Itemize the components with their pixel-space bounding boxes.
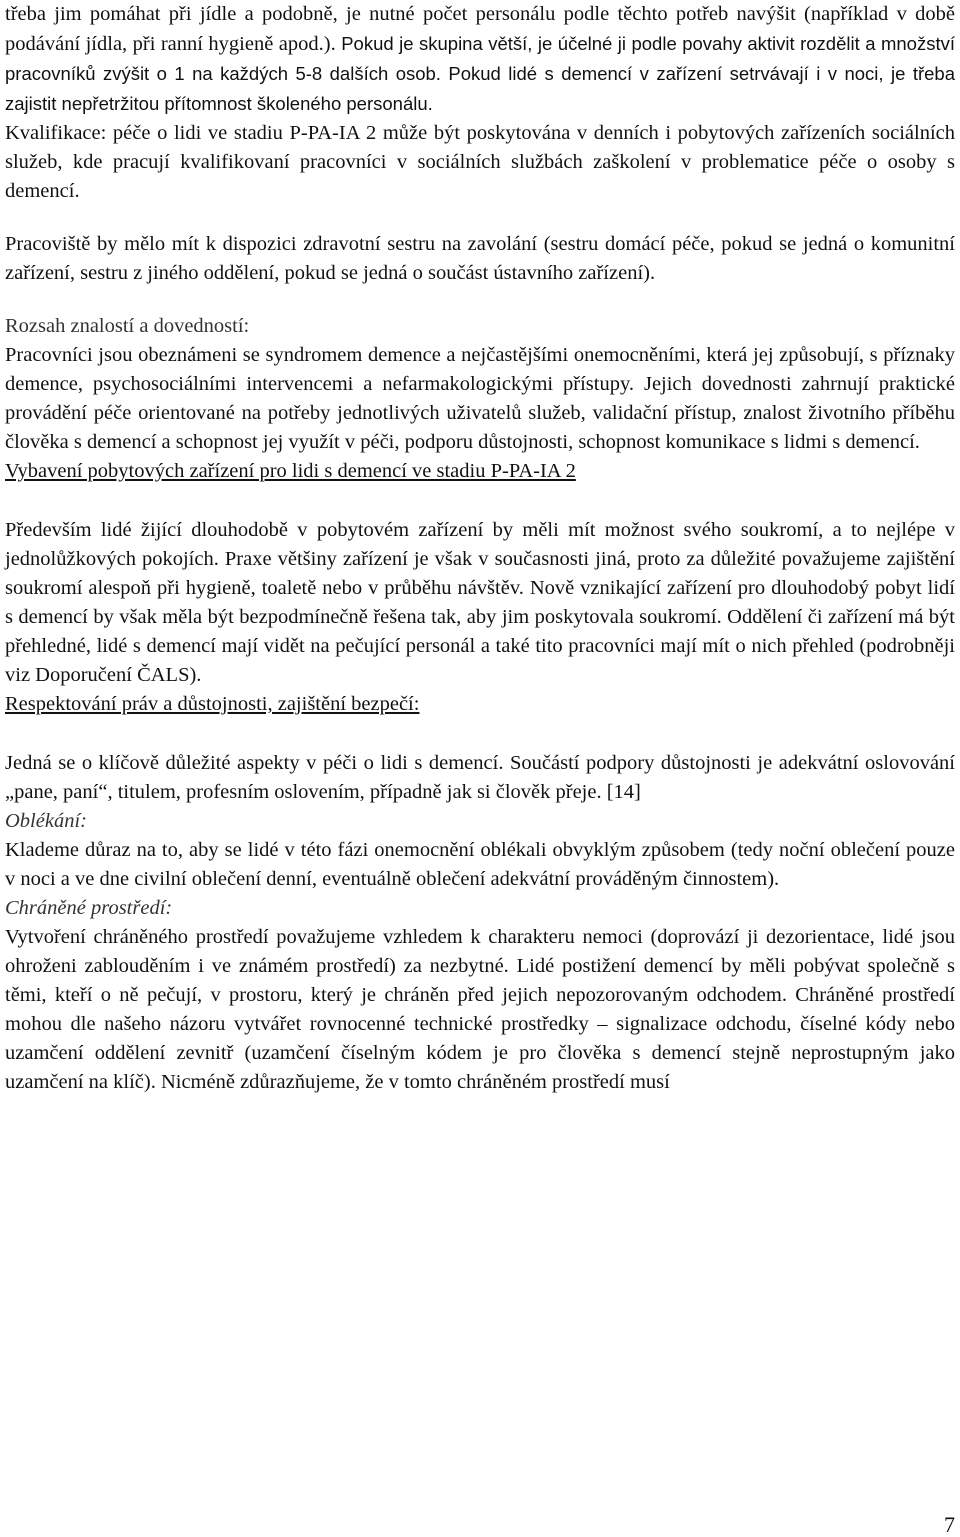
document-page: [5, 0, 955, 1537]
paragraph-staffing-serif: třeba jim pomáhat při jídle a podobně, je nutné počet personálu podle těchto potřeb navýšit (například v době podávání jídla, při ranní hygieně apod.).: [5, 3, 955, 55]
paragraph-knowledge: Pracovníci jsou obeznámeni se syndromem demence a nejčastějšími onemocněními, která jej způsobují, s příznaky demence, psychosociálními intervencemi a nefarmakologickými přístupy. Jejich dovednosti zahrnují praktické provádění péče orientované na potřeby jednotlivých uživatelů služeb, validační přístup, znalost životního příběhu člověka s demencí a schopnost jej využít v péči, podporu důstojnosti, schopnost komunikace s lidmi s demencí.: [5, 344, 955, 453]
paragraph-staffing: [5, 0, 955, 119]
paragraph-staffing-sans: Pokud je skupina větší, je účelné ji podle povahy aktivit rozdělit a množství pracovníků zvýšit o 1 na každých 5-8 dalších osob. Pokud lidé s demencí v zařízení setrvávají i v noci, je třeba zajistit nepřetržitou přítomnost školeného personálu.: [5, 33, 955, 114]
section-heading-rights: Respektování práv a důstojnosti, zajištění bezpečí:: [5, 693, 420, 715]
paragraph-dressing: Klademe důraz na to, aby se lidé v této fázi onemocnění oblékali obvyklým způsobem (tedy noční oblečení pouze v noci a ve dne civilní oblečení denní, eventuálně oblečení adekvátní prováděným činnostem).: [5, 839, 955, 890]
subheading-dressing: Oblékání:: [5, 810, 87, 832]
paragraph-nurse: Pracoviště by mělo mít k dispozici zdravotní sestru na zavolání (sestru domácí péče, pokud se jedná o komunitní zařízení, sestru z jiného oddělení, pokud se jedná o součást ústavního zařízení).: [5, 233, 955, 284]
paragraph-dignity: Jedná se o klíčově důležité aspekty v péči o lidi s demencí. Součástí podpory důstojnosti je adekvátní oslovování „pane, paní“, titulem, profesním oslovením, případně jak si člověk přeje. [14]: [5, 752, 955, 803]
section-heading-equipment: Vybavení pobytových zařízení pro lidi s demencí ve stadiu P-PA-IA 2: [5, 460, 576, 482]
paragraph-protected-environment: Vytvoření chráněného prostředí považujeme vzhledem k charakteru nemoci (doprovází ji dezorientace, lidé jsou ohroženi zablouděním i ve známém prostředí) za nezbytné. Lidé postižení demencí by měli pobývat společně s těmi, kteří o ně pečují, v prostoru, který je chráněn před jejich nepozorovaným odchodem. Chráněné prostředí mohou dle našeho názoru vytvářet rovnocenné technické prostředky – signalizace odchodu, číselné kódy nebo uzamčení oddělení zevnitř (uzamčení číselným kódem je pro člověka s demencí stejně neprostupným jako uzamčení na klíč). Nicméně zdůrazňujeme, že v tomto chráněném prostředí musí: [5, 926, 955, 1093]
knowledge-label: Rozsah znalostí a dovedností:: [5, 315, 250, 337]
paragraph-qualification: Kvalifikace: péče o lidi ve stadiu P-PA-IA 2 může být poskytována v denních i pobytových zařízeních sociálních služeb, kde pracují kvalifikovaní pracovníci v sociálních službách zaškolení v problematice péče o osoby s demencí.: [5, 122, 955, 202]
subheading-protected-environment: Chráněné prostředí:: [5, 897, 173, 919]
paragraph-privacy: Především lidé žijící dlouhodobě v pobytovém zařízení by měli mít možnost svého soukromí, a to nejlépe v jednolůžkových pokojích. Praxe většiny zařízení je však v současnosti jiná, proto za důležité považujeme zajištění soukromí alespoň při hygieně, toaletě nebo v průběhu návštěv. Nově vznikající zařízení pro dlouhodobý pobyt lidí s demencí by však měla být bezpodmínečně řešena tak, aby jim poskytovala soukromí. Oddělení či zařízení má být přehledné, lidé s demencí mají vidět na pečující personál a také tito pracovníci mají mít o nich přehled (podrobněji viz Doporučení ČALS).: [5, 519, 955, 686]
page-number: 7: [944, 1512, 955, 1537]
